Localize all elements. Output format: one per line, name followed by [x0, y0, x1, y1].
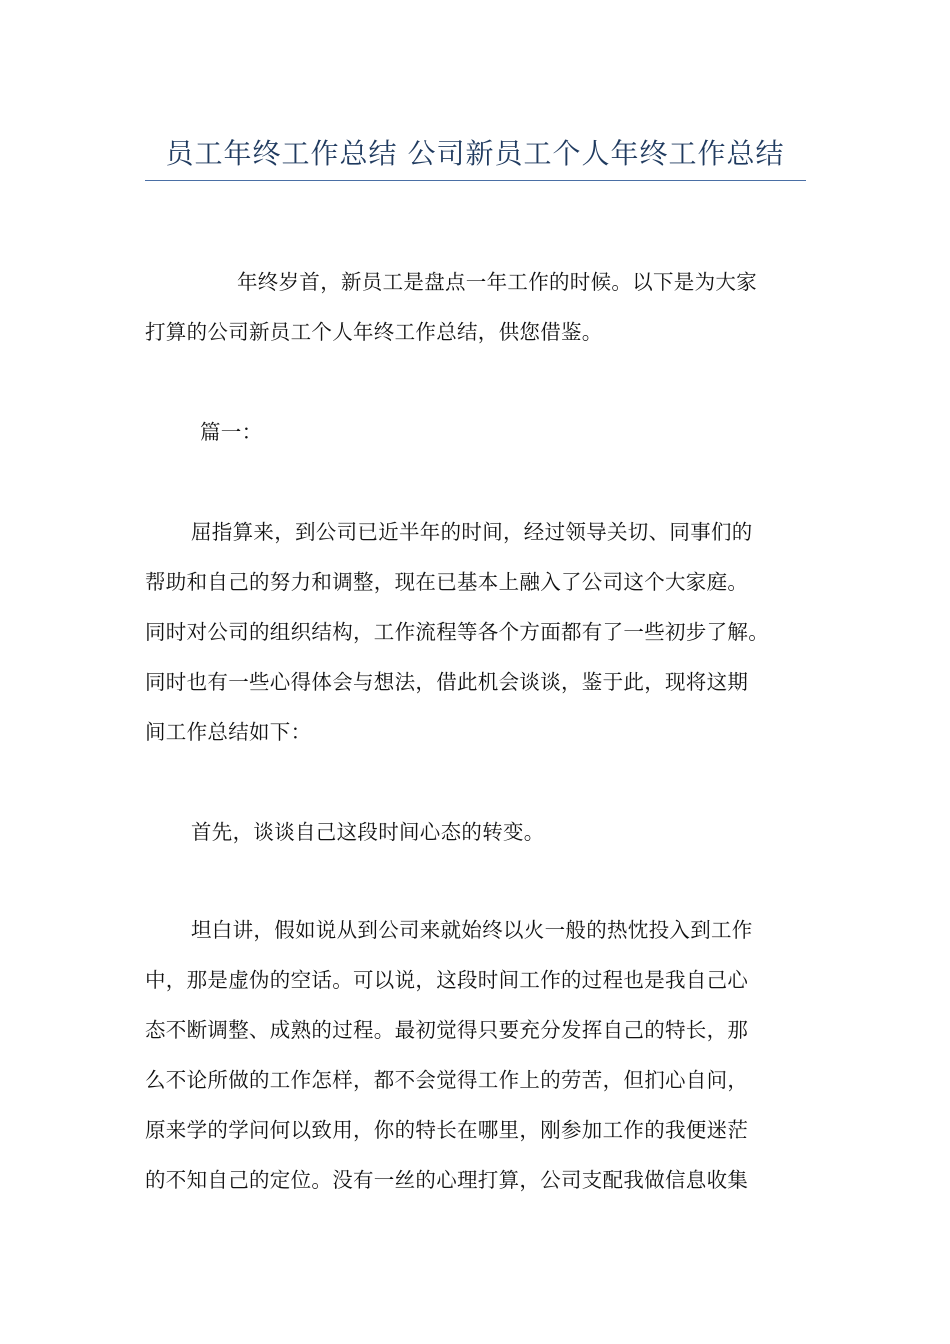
paragraph2-line-1: 首先，谈谈自己这段时间心态的转变。: [191, 820, 545, 844]
title-underline: [145, 180, 806, 181]
intro-line-2: 打算的公司新员工个人年终工作总结，供您借鉴。: [145, 320, 603, 344]
paragraph3-line-3: 态不断调整、成熟的过程。最初觉得只要充分发挥自己的特长，那: [145, 1018, 749, 1042]
paragraph1-line-3: 同时对公司的组织结构，工作流程等各个方面都有了一些初步了解。: [145, 620, 769, 644]
intro-line-1: 年终岁首，新员工是盘点一年工作的时候。以下是为大家: [237, 270, 757, 294]
paragraph3-line-1: 坦白讲，假如说从到公司来就始终以火一般的热忱投入到工作: [191, 918, 753, 942]
paragraph1-line-2: 帮助和自己的努力和调整，现在已基本上融入了公司这个大家庭。: [145, 570, 749, 594]
paragraph1-line-1: 屈指算来，到公司已近半年的时间，经过领导关切、同事们的: [191, 520, 753, 544]
paragraph3-line-6: 的不知自己的定位。没有一丝的心理打算，公司支配我做信息收集: [145, 1168, 749, 1192]
paragraph1-line-5: 间工作总结如下：: [145, 720, 312, 744]
paragraph3-line-2: 中，那是虚伪的空话。可以说，这段时间工作的过程也是我自己心: [145, 968, 749, 992]
paragraph3-line-5: 原来学的学问何以致用，你的特长在哪里，刚参加工作的我便迷茫: [145, 1118, 749, 1142]
paragraph1-line-4: 同时也有一些心得体会与想法，借此机会谈谈，鉴于此，现将这期: [145, 670, 749, 694]
paragraph3-line-4: 么不论所做的工作怎样，都不会觉得工作上的劳苦，但扪心自问，: [145, 1068, 749, 1092]
section-heading: 篇一：: [200, 420, 263, 444]
document-title: 员工年终工作总结 公司新员工个人年终工作总结: [165, 137, 785, 170]
